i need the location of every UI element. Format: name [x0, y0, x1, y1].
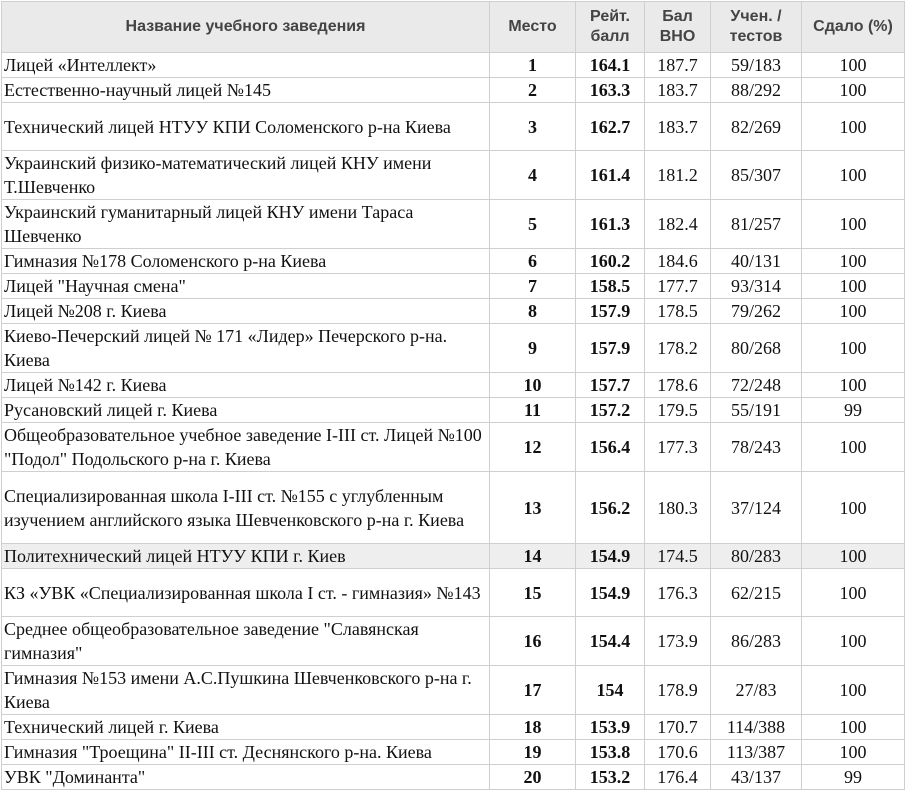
cell-rating: 164.1: [576, 53, 645, 78]
table-row: [2, 715, 905, 740]
cell-passed: 100: [802, 472, 905, 544]
cell-name: КЗ «УВК «Специализированная школа I ст. - гимназия» №143: [2, 569, 490, 617]
cell-vno: 183.7: [645, 78, 711, 103]
cell-name: Гимназия №178 Соломенского р-на Киева: [2, 249, 490, 274]
cell-rating: 157.7: [576, 373, 645, 398]
cell-name: Лицей «Интеллект»: [2, 53, 490, 78]
cell-place: 20: [490, 765, 576, 790]
cell-passed: 100: [802, 299, 905, 324]
cell-passed: 99: [802, 765, 905, 790]
cell-place: 18: [490, 715, 576, 740]
cell-tests: 113/387: [711, 740, 802, 765]
cell-rating: 161.3: [576, 200, 645, 249]
table-header: [2, 2, 905, 53]
table-row: [2, 569, 905, 617]
cell-vno: 173.9: [645, 617, 711, 666]
cell-rating: 154.4: [576, 617, 645, 666]
cell-rating: 154: [576, 666, 645, 715]
table-row-highlighted: [2, 544, 905, 569]
cell-rating: 158.5: [576, 274, 645, 299]
cell-vno: 178.2: [645, 324, 711, 373]
cell-vno: 180.3: [645, 472, 711, 544]
cell-passed: 100: [802, 544, 905, 569]
cell-place: 1: [490, 53, 576, 78]
cell-place: 8: [490, 299, 576, 324]
cell-tests: 114/388: [711, 715, 802, 740]
cell-vno: 178.6: [645, 373, 711, 398]
cell-tests: 79/262: [711, 299, 802, 324]
cell-vno: 187.7: [645, 53, 711, 78]
cell-tests: 78/243: [711, 423, 802, 472]
cell-place: 12: [490, 423, 576, 472]
cell-vno: 184.6: [645, 249, 711, 274]
cell-vno: 183.7: [645, 103, 711, 151]
cell-tests: 93/314: [711, 274, 802, 299]
cell-vno: 181.2: [645, 151, 711, 200]
cell-tests: 59/183: [711, 53, 802, 78]
cell-vno: 170.6: [645, 740, 711, 765]
cell-rating: 157.9: [576, 299, 645, 324]
cell-tests: 88/292: [711, 78, 802, 103]
cell-name: Украинский физико-математический лицей КНУ имени Т.Шевченко: [2, 151, 490, 200]
table-row: [2, 103, 905, 151]
cell-tests: 86/283: [711, 617, 802, 666]
table-row: [2, 398, 905, 423]
table-row: [2, 78, 905, 103]
header-name: Название учебного заведения: [2, 2, 490, 53]
cell-passed: 100: [802, 324, 905, 373]
cell-vno: 178.9: [645, 666, 711, 715]
table-row: [2, 274, 905, 299]
cell-vno: 176.4: [645, 765, 711, 790]
cell-name: Гимназия №153 имени А.С.Пушкина Шевченковского р-на г. Киева: [2, 666, 490, 715]
cell-place: 16: [490, 617, 576, 666]
cell-name: Русановский лицей г. Киева: [2, 398, 490, 423]
cell-tests: 72/248: [711, 373, 802, 398]
cell-rating: 153.2: [576, 765, 645, 790]
cell-vno: 174.5: [645, 544, 711, 569]
table-body: [2, 53, 905, 790]
header-tests: Учен. / тестов: [711, 2, 802, 53]
cell-place: 10: [490, 373, 576, 398]
table-row: [2, 249, 905, 274]
cell-rating: 157.2: [576, 398, 645, 423]
cell-place: 15: [490, 569, 576, 617]
cell-tests: 81/257: [711, 200, 802, 249]
cell-tests: 62/215: [711, 569, 802, 617]
cell-passed: 100: [802, 200, 905, 249]
cell-rating: 162.7: [576, 103, 645, 151]
cell-vno: 170.7: [645, 715, 711, 740]
table-row: [2, 666, 905, 715]
school-ranking-table: [1, 1, 905, 790]
cell-place: 13: [490, 472, 576, 544]
cell-place: 14: [490, 544, 576, 569]
cell-place: 19: [490, 740, 576, 765]
cell-passed: 100: [802, 103, 905, 151]
cell-passed: 100: [802, 274, 905, 299]
cell-passed: 100: [802, 740, 905, 765]
cell-passed: 100: [802, 151, 905, 200]
table-row: [2, 151, 905, 200]
cell-tests: 82/269: [711, 103, 802, 151]
cell-place: 7: [490, 274, 576, 299]
cell-passed: 100: [802, 423, 905, 472]
cell-tests: 43/137: [711, 765, 802, 790]
cell-vno: 178.5: [645, 299, 711, 324]
table-row: [2, 423, 905, 472]
cell-rating: 153.9: [576, 715, 645, 740]
cell-rating: 154.9: [576, 544, 645, 569]
cell-place: 11: [490, 398, 576, 423]
cell-rating: 156.4: [576, 423, 645, 472]
table-row: [2, 53, 905, 78]
cell-rating: 161.4: [576, 151, 645, 200]
cell-rating: 163.3: [576, 78, 645, 103]
cell-vno: 179.5: [645, 398, 711, 423]
cell-name: Украинский гуманитарный лицей КНУ имени Тараса Шевченко: [2, 200, 490, 249]
cell-name: Технический лицей НТУУ КПИ Соломенского р-на Киева: [2, 103, 490, 151]
cell-passed: 100: [802, 53, 905, 78]
cell-vno: 182.4: [645, 200, 711, 249]
cell-place: 17: [490, 666, 576, 715]
cell-name: Политехнический лицей НТУУ КПИ г. Киев: [2, 544, 490, 569]
cell-passed: 99: [802, 398, 905, 423]
cell-name: Технический лицей г. Киева: [2, 715, 490, 740]
cell-passed: 100: [802, 249, 905, 274]
cell-place: 5: [490, 200, 576, 249]
cell-tests: 55/191: [711, 398, 802, 423]
cell-name: Лицей "Научная смена": [2, 274, 490, 299]
cell-tests: 27/83: [711, 666, 802, 715]
table-row: [2, 765, 905, 790]
cell-vno: 176.3: [645, 569, 711, 617]
cell-name: Лицей №142 г. Киева: [2, 373, 490, 398]
cell-place: 3: [490, 103, 576, 151]
cell-rating: 157.9: [576, 324, 645, 373]
table-row: [2, 299, 905, 324]
cell-vno: 177.3: [645, 423, 711, 472]
cell-rating: 154.9: [576, 569, 645, 617]
cell-vno: 177.7: [645, 274, 711, 299]
cell-tests: 85/307: [711, 151, 802, 200]
cell-rating: 160.2: [576, 249, 645, 274]
cell-place: 9: [490, 324, 576, 373]
table-row: [2, 472, 905, 544]
cell-passed: 100: [802, 78, 905, 103]
cell-name: Специализированная школа I-III ст. №155 с углубленным изучением английского языка Шевченковского р-на г. Киева: [2, 472, 490, 544]
cell-name: Естественно-научный лицей №145: [2, 78, 490, 103]
table-row: [2, 373, 905, 398]
cell-tests: 37/124: [711, 472, 802, 544]
cell-name: Гимназия "Троещина" II-III ст. Деснянского р-на. Киева: [2, 740, 490, 765]
cell-name: Лицей №208 г. Киева: [2, 299, 490, 324]
header-passed: Сдало (%): [802, 2, 905, 53]
cell-place: 2: [490, 78, 576, 103]
header-place: Место: [490, 2, 576, 53]
cell-name: УВК "Доминанта": [2, 765, 490, 790]
cell-passed: 100: [802, 373, 905, 398]
cell-name: Среднее общеобразовательное заведение "Славянская гимназия": [2, 617, 490, 666]
header-vno: Бал ВНО: [645, 2, 711, 53]
cell-tests: 80/268: [711, 324, 802, 373]
cell-tests: 40/131: [711, 249, 802, 274]
cell-rating: 156.2: [576, 472, 645, 544]
cell-passed: 100: [802, 617, 905, 666]
cell-rating: 153.8: [576, 740, 645, 765]
cell-passed: 100: [802, 666, 905, 715]
header-rating: Рейт. балл: [576, 2, 645, 53]
cell-place: 6: [490, 249, 576, 274]
table-row: [2, 740, 905, 765]
cell-place: 4: [490, 151, 576, 200]
cell-name: Общеобразовательное учебное заведение I-III ст. Лицей №100 "Подол" Подольского р-на г. Киева: [2, 423, 490, 472]
table-row: [2, 617, 905, 666]
cell-tests: 80/283: [711, 544, 802, 569]
cell-passed: 100: [802, 715, 905, 740]
cell-passed: 100: [802, 569, 905, 617]
cell-name: Киево-Печерский лицей № 171 «Лидер» Печерского р-на. Киева: [2, 324, 490, 373]
table-row: [2, 324, 905, 373]
table-row: [2, 200, 905, 249]
